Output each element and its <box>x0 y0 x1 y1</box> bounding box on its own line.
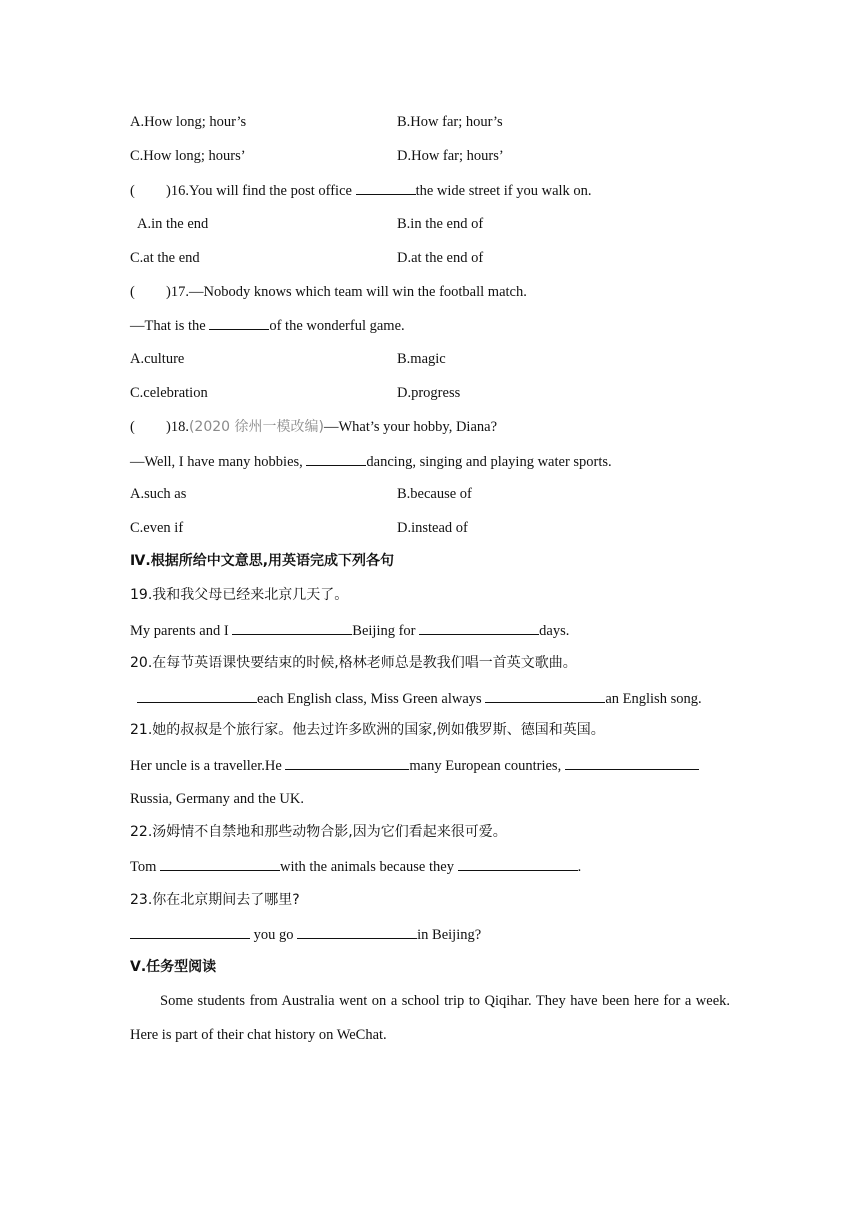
q16-stem: ( )16.You will find the post office the wide street if you walk on. <box>130 180 592 201</box>
q18-option-a: A.such as <box>130 486 187 502</box>
q18-blank <box>306 451 366 466</box>
q15-option-a: A.How long; hour’s <box>130 114 247 130</box>
q17-answer-paren: ( <box>130 284 135 300</box>
q23-blank-1 <box>130 924 250 939</box>
q15-option-b: B.How far; hour’s <box>397 114 503 130</box>
q21-blank-1 <box>285 755 409 770</box>
section-5-title: Ⅴ.任务型阅读 <box>130 959 217 975</box>
q23-chinese: 23.你在北京期间去了哪里? <box>130 892 300 908</box>
q18-source-note: (2020 徐州一模改编) <box>188 419 324 435</box>
q16-option-a: A.in the end <box>137 216 209 232</box>
q17-reply: —That is the of the wonderful game. <box>130 315 405 336</box>
q18-option-b: B.because of <box>397 486 472 502</box>
q16-answer-paren: ( <box>130 183 135 199</box>
q19-blank-1 <box>232 620 352 635</box>
q18-answer-paren: ( <box>130 419 135 435</box>
q18-reply: —Well, I have many hobbies, dancing, singing and playing water sports. <box>130 451 612 472</box>
q17-option-d: D.progress <box>397 385 461 401</box>
q16-option-b: B.in the end of <box>397 216 484 232</box>
q16-option-c: C.at the end <box>130 250 200 266</box>
q21-english: Her uncle is a traveller.He many European countries, <box>130 755 699 776</box>
q17-stem: ( )17.—Nobody knows which team will win the football match. <box>130 284 527 300</box>
q20-chinese: 20.在每节英语课快要结束的时候,格林老师总是教我们唱一首英文歌曲。 <box>130 655 577 671</box>
q17-blank <box>209 315 269 330</box>
section-5-paragraph: Some students from Australia went on a school trip to Qiqihar. They have been here for a week. Here is part of their chat history on WeChat. <box>130 993 730 1043</box>
q18-stem: ( )18.(2020 徐州一模改编)—What’s your hobby, Diana? <box>130 419 498 435</box>
q21-blank-2 <box>565 755 699 770</box>
q16-option-d: D.at the end of <box>397 250 484 266</box>
q17-option-b: B.magic <box>397 351 446 367</box>
q15-option-d: D.How far; hours’ <box>397 148 504 164</box>
q18-option-c: C.even if <box>130 520 184 536</box>
q19-english: My parents and I Beijing for days. <box>130 620 569 641</box>
q19-chinese: 19.我和我父母已经来北京几天了。 <box>130 587 349 603</box>
q16-blank <box>356 180 416 195</box>
q22-chinese: 22.汤姆情不自禁地和那些动物合影,因为它们看起来很可爱。 <box>130 824 507 840</box>
q20-english: each English class, Miss Green always an English song. <box>137 688 702 709</box>
q15-option-c: C.How long; hours’ <box>130 148 246 164</box>
q21-english-cont: Russia, Germany and the UK. <box>130 791 304 807</box>
q17-option-a: A.culture <box>130 351 185 367</box>
q23-english: you go in Beijing? <box>130 924 481 945</box>
q17-option-c: C.celebration <box>130 385 208 401</box>
q22-blank-2 <box>458 856 578 871</box>
q19-blank-2 <box>419 620 539 635</box>
q23-blank-2 <box>297 924 417 939</box>
q18-option-d: D.instead of <box>397 520 468 536</box>
q20-blank-2 <box>485 688 605 703</box>
q22-english: Tom with the animals because they . <box>130 856 581 877</box>
section-4-title: Ⅳ.根据所给中文意思,用英语完成下列各句 <box>130 553 395 569</box>
q20-blank-1 <box>137 688 257 703</box>
q21-chinese: 21.她的叔叔是个旅行家。他去过许多欧洲的国家,例如俄罗斯、德国和英国。 <box>130 722 605 738</box>
q22-blank-1 <box>160 856 280 871</box>
